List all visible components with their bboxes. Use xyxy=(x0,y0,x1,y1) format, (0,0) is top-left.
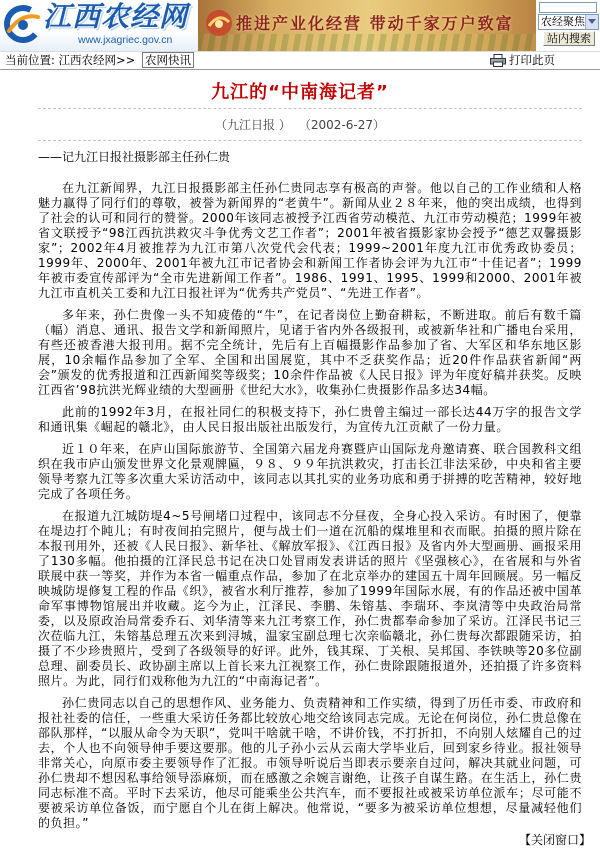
select-arrow-button[interactable] xyxy=(585,15,598,29)
paragraph: 近１０年来，在庐山国际旅游节、全国第六届龙舟赛暨庐山国际龙舟邀请赛、联合国教科文组织在我市庐山颁发世界文化景观牌匾，９８、９９年抗洪救灾，打击长江非法采砂，中央和省主要领导考察九江等多次重大采访活动中，该同志以其扎实的业务功底和勇于拼搏的吃苦精神，较好地完成了各项任务。 xyxy=(38,442,582,501)
breadcrumb-home-link[interactable]: 江西农经网 xyxy=(58,53,117,67)
header-banner xyxy=(198,0,536,51)
breadcrumb xyxy=(5,54,194,67)
breadcrumb-label: 当前位置: xyxy=(5,53,55,67)
print-page-label: 打印此页 xyxy=(509,53,555,67)
article-date: （2002-6-27） xyxy=(304,118,385,132)
title-divider xyxy=(38,108,582,109)
article-meta xyxy=(0,118,600,133)
paragraph: 此前的1992年3月，在报社同仁的积极支持下，孙仁贵曾主编过一部长达44万字的报告文学和通讯集《崛起的赣北》，由人民日报出版社出版发行，为宣传九江贡献了一份力量。 xyxy=(38,405,582,434)
site-search-button[interactable]: 站内搜索 xyxy=(543,31,595,46)
article-body xyxy=(38,181,582,838)
banner-background xyxy=(198,34,536,51)
article-source: （九江日报 ） xyxy=(215,118,291,132)
site-url: www.jxagriec.gov.cn xyxy=(78,34,173,46)
breadcrumb-bar xyxy=(0,51,600,70)
breadcrumb-separator: >> xyxy=(116,53,136,67)
search-category-value: 农经聚焦 xyxy=(541,15,585,28)
meta-divider xyxy=(38,140,582,141)
paragraph: 在报道九江城防堤4~5号闸堵口过程中，该同志不分昼夜，全身心投入采访。有时困了，便靠在堤边打个盹儿；有时夜间拍完照片，便与战士们一道在沉船的煤堆里和衣而眠。拍摄的照片除在本报刊用外，还被《人民日报》、新华社、《解放军报》、《江西日报》及省内外大型画册、画报采用了130多幅。他拍摄的江泽民总书记在决口处冒雨发表讲话的照片《坚强核心》，在省展和与外省联展中获一等奖，并作为本省一幅重点作品，参加了在北京举办的建国五十周年回顾展。另一幅反映城防堤修复工程的作品《织》，被省水利厅推荐，参加了1999年国际水展，有的作品还被中国革命军事博物馆展出并收藏。迄今为止，江泽民、李鹏、朱镕基、李瑞环、李岚清等中央政治局常委，以及原政治局常委乔石、刘华清等来九江考察工作，孙仁贵都奉命参加了采访。江泽民书记三次莅临九江，朱镕基总理五次来到浔城，温家宝副总理七次亲临赣北，孙仁贵每次都跟随采访，拍摄了不少珍贵照片，受到了各级领导的好评。此外，钱其琛、丁关根、吴邦国、李铁映等20多位副总理、副委员长、政协副主席以上首长来九江视察工作，孙仁贵除跟随报道外，还拍摄了许多资料照片。为此，同行们戏称他为九江的“中南海记者”。 xyxy=(38,509,582,688)
site-logo-icon xyxy=(3,4,43,44)
article-subtitle: ——记九江日报社摄影部主任孙仁贵 xyxy=(38,150,231,164)
article-title: 九江的“中南海记者” xyxy=(211,82,389,103)
paragraph: 多年来，孙仁贵像一头不知疲倦的“牛”，在记者岗位上勤奋耕耘，不断进取。前后有数千篇（幅）消息、通讯、报告文学和新闻照片，见诸于省内外各级报刊，或被新华社和广播电台采用，有些还被香港大报刊用。据不完全统计，先后有上百幅摄影作品参加了省、大军区和华东地区影展，10余幅作品参加了全军、全国和出国展览，其中不乏获奖作品；近20件作品获省新闻“两会”颁发的优秀报道和江西新闻奖等级奖；10余件作品被《人民日报》评为年度好稿并获奖。反映江西省’98抗洪光辉业绩的大型画册《世纪大水》，收集孙仁贵摄影作品多达34幅。 xyxy=(38,308,582,397)
site-header xyxy=(0,0,600,51)
site-logo[interactable] xyxy=(0,0,198,51)
search-input[interactable] xyxy=(539,2,597,13)
banner-emblem xyxy=(204,8,234,38)
printer-icon xyxy=(490,54,506,67)
search-panel xyxy=(536,0,600,51)
close-window-link[interactable]: 【关闭窗口】 xyxy=(519,833,592,847)
paragraph: 在九江新闻界，九江日报摄影部主任孙仁贵同志享有极高的声誉。他以自己的工作业绩和人格魅力赢得了同行们的尊敬，被誉为新闻界的“老黄牛”。新闻从业２８年来，他的突出成绩，也得到了社会的认可和同行的赞誉。2000年该同志被授予江西省劳动模范、九江市劳动模范；1999年被省文联授予“98江西抗洪救灾斗争优秀文艺工作者”；2001年被省摄影家协会授予“德艺双馨摄影家”；2002年4月被推荐为九江市第八次党代会代表；1999~2001年度九江市优秀政协委员；1999年、2000年、2001年被九江市记者协会和新闻工作者协会评为九江市“十佳记者”；1999年被市委宣传部评为“全市先进新闻工作者”。1986、1991、1995、1999和2000、2001年被九江市直机关工委和九江日报社评为“优秀共产党员”、“先进工作者”。 xyxy=(38,181,582,300)
chevron-down-icon xyxy=(588,19,596,25)
breadcrumb-section-link[interactable]: 农网快讯 xyxy=(142,52,194,68)
paragraph: 孙仁贵同志以自己的思想作风、业务能力、负责精神和工作实绩，得到了历任市委、市政府和报社社委的信任，一些重大采访任务都比较放心地交给该同志完成。无论在何岗位，孙仁贵总像在部队那样，“以服从命令为天职”，党叫干啥就干啥，不讲价钱，不打折扣，不向别人炫耀自己的过去，个人也不向领导伸手要这要那。他的儿子孙小云从云南大学毕业后，回到家乡待业。报社领导非常关心，向原市委主要领导作了汇报。市领导听说后当即表示要亲自过问，解决其就业问题，可孙仁贵却不想因私事给领导添麻烦，而在感激之余婉言谢绝，让孩子自谋生路。在生活上，孙仁贵同志标准不高。平时下去采访，他尽可能乘坐公共汽车，而不要报社或被采访单位派车；尽可能不要被采访单位备饭，而宁愿自个儿在街上解决。他常说，“要多为被采访单位想想，尽量减轻他们的负担。” xyxy=(38,696,582,830)
search-category-select[interactable] xyxy=(538,14,599,30)
banner-slogan: 推进产业化经营 带动千家万户致富 xyxy=(236,14,514,33)
site-name: 江西农经网 xyxy=(43,0,189,33)
